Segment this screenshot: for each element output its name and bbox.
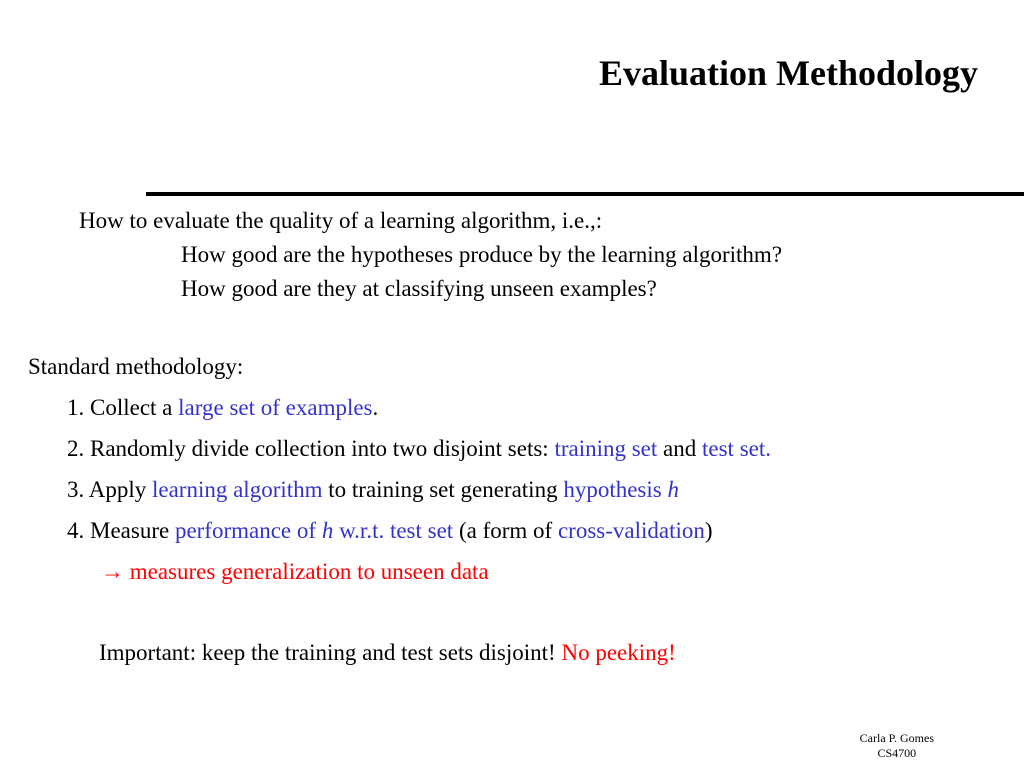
step-1-suffix: .	[372, 395, 379, 420]
step-3-variable-h: h	[667, 477, 679, 502]
step-4-text: 4. Measure	[67, 518, 175, 543]
step-3-highlight-hypothesis: hypothesis	[563, 477, 668, 502]
step-4-mid: (a form of	[453, 518, 558, 543]
step-3-highlight-algorithm: learning algorithm	[151, 477, 323, 502]
slide-title: Evaluation Methodology	[598, 53, 978, 93]
methodology-heading: Standard methodology:	[28, 354, 244, 379]
step-1	[67, 396, 378, 419]
footer	[860, 731, 934, 761]
step-4-highlight-crossval: cross-validation	[557, 518, 705, 543]
step-4-suffix: )	[704, 518, 713, 543]
step-3-mid: to training set generating	[322, 477, 564, 502]
intro-question: How to evaluate the quality of a learning algorithm, i.e.,:	[79, 208, 603, 233]
important-text: Important: keep the training and test sets disjoint!	[99, 640, 562, 665]
step-4-variable-h: h	[321, 518, 334, 543]
important-emphasis: No peeking!	[561, 640, 676, 665]
step-2-mid: and	[657, 436, 702, 461]
step-2-text: 2. Randomly divide collection into two disjoint sets:	[67, 436, 555, 461]
important-note	[99, 641, 676, 664]
step-3-text: 3. Apply	[67, 477, 152, 502]
intro-subquestion-2: How good are they at classifying unseen examples?	[181, 276, 657, 301]
title-divider	[146, 192, 1024, 196]
step-1-highlight: large set of examples	[178, 395, 373, 420]
step-3	[67, 478, 679, 501]
step-2-highlight-test: test set.	[702, 436, 771, 461]
step-4-highlight-wrt: w.r.t. test set	[333, 518, 454, 543]
intro-subquestion-1: How good are the hypotheses produce by the learning algorithm?	[181, 242, 783, 267]
right-arrow-icon: →	[101, 559, 124, 584]
conclusion	[101, 560, 489, 583]
step-4-highlight-performance: performance of	[174, 518, 322, 543]
step-4	[67, 519, 713, 542]
footer-course: CS4700	[877, 746, 917, 760]
step-2-highlight-training: training set	[554, 436, 658, 461]
step-2	[67, 437, 771, 460]
step-1-text: 1. Collect a	[67, 395, 179, 420]
conclusion-text: measures generalization to unseen data	[124, 559, 489, 584]
footer-author: Carla P. Gomes	[859, 731, 934, 745]
